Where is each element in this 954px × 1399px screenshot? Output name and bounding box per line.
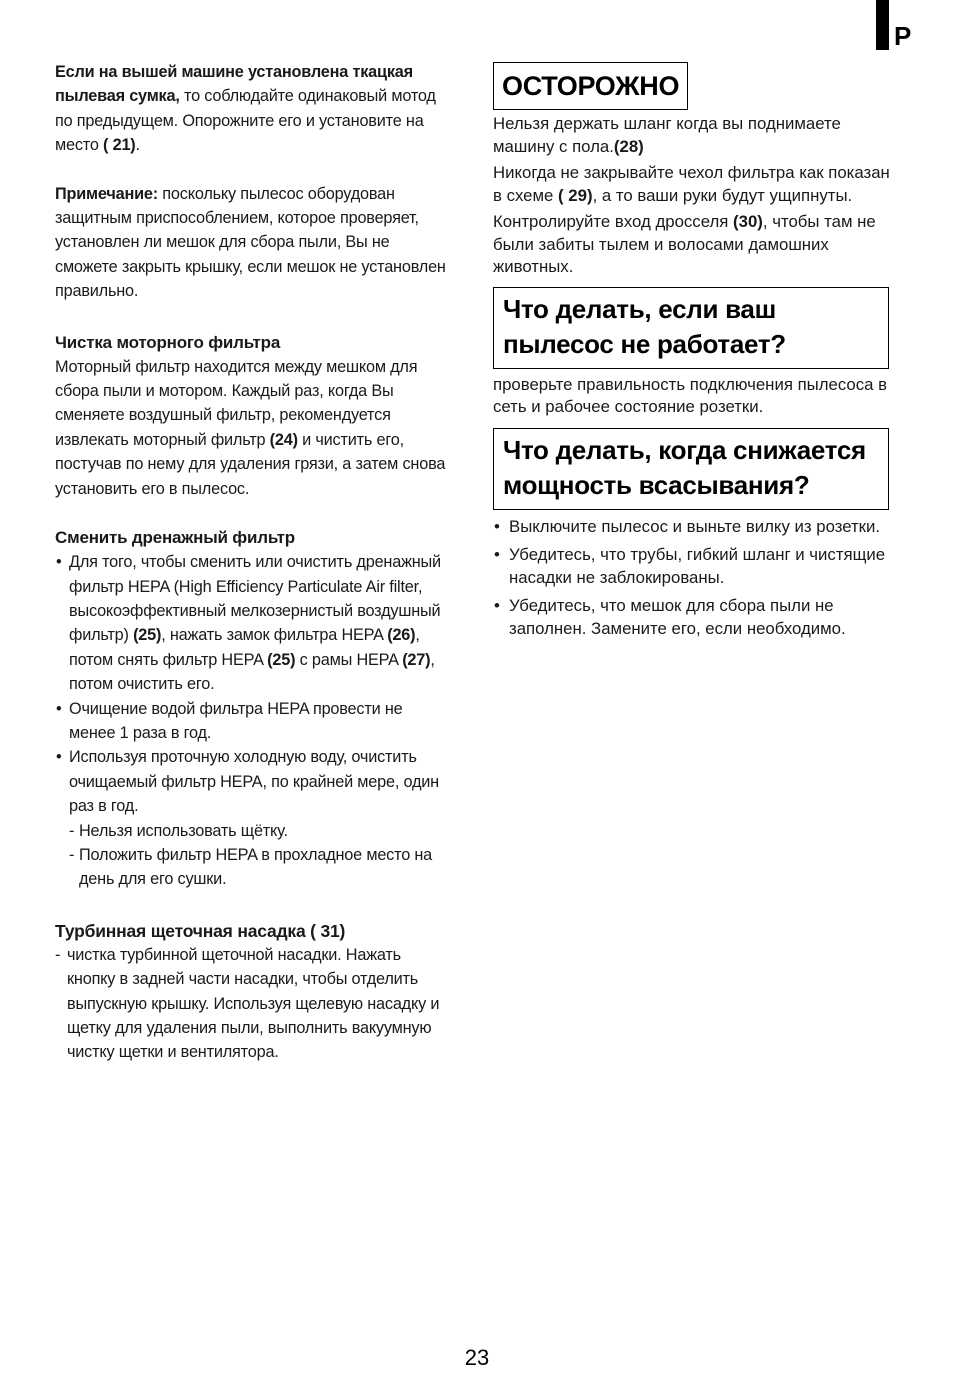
warning-cover-text-a: Никогда не закрывайте чехол фильтра как показан в схеме [493,163,890,205]
bullet-icon: • [494,516,500,536]
bullet-icon: • [56,553,62,572]
bullet-icon: • [56,699,62,718]
drain-item2-text: Очищение водой фильтра HEPA провести не менее 1 раза в год. [69,699,403,742]
language-tab-letter: P [894,21,912,51]
drain-filter-title: Сменить дренажный фильтр [55,528,295,548]
suction-item-bag: Убедитесь, что мешок для сбора пыли не заполнен. Замените его, если необходимо. [509,596,846,638]
drain-item1-ref-25b: (25) [267,650,296,669]
dash-mark: - [69,821,75,840]
warning-paragraph-throttle [493,211,893,279]
warning-throttle-ref: (30) [733,212,763,231]
drain-item1-ref-27: (27) [402,650,431,669]
motor-filter-title: Чистка моторного фильтра [55,332,281,352]
drain-item1-text-a: Для того, чтобы сменить или очистить дренажный фильтр HEPA (High Efficiency Particulate Air filter, высокоэффективный мелкозернистый воздушный фильтр) [69,553,441,645]
suction-item-blocked: Убедитесь, что трубы, гибкий шланг и чистящие насадки не заблокированы. [509,545,886,587]
list-item [493,516,893,539]
language-tab [876,0,911,50]
warning-hose-text: Нельзя держать шланг когда вы поднимаете машину с пола. [493,114,841,156]
turbo-brush-title: Турбинная щеточная насадка ( 31) [55,920,346,941]
bullet-icon: • [494,596,500,615]
motor-filter-ref: (24) [269,430,298,449]
note-paragraph [55,182,450,304]
list-item [55,697,450,746]
drain-item1-text-e: , потом очистить его. [69,650,435,694]
not-working-title: Что делать, если ваш пылесос не работает? [493,287,889,369]
drain-item1-text-c: , потом снять фильтр HEPA [69,626,420,669]
drain-filter-list [55,550,450,818]
warning-cover-ref: ( 29) [558,185,593,205]
suction-list [493,516,893,641]
left-column [55,60,450,1065]
drain-item1-ref-26: (26) [387,626,416,645]
note-text: поскольку пылесос оборудован защитным приспособлением, которое проверяет, установлен ли мешок для сбора пыли, Вы не сможете закрыть крышку, если мешок не установлен правильно. [55,184,446,301]
dash-mark: - [69,845,75,864]
dust-bag-paragraph [55,60,450,158]
right-column [493,62,893,640]
warning-cover-text-b: , а то ваши руки будут ущипнуты. [592,185,853,205]
list-item [55,550,450,696]
dust-bag-lead: Если на вышей машине установлена ткацкая пылевая сумка, [55,63,413,106]
suction-item-unplug: Выключите пылесос и выньте вилку из розетки. [509,516,881,536]
not-working-paragraph: проверьте правильность подключения пылесоса в сеть и рабочее состояние розетки. [493,374,888,416]
warning-paragraph-hose [493,113,893,158]
note-label: Примечание: [55,184,158,203]
drain-item3-text: Используя проточную холодную воду, очистить очищаемый фильтр HEPA, по крайней мере, один раз в год. [69,748,439,816]
dust-bag-text: то соблюдайте одинаковый мотод по предыдущем. Опорожните его и установите на место [55,87,436,155]
bullet-icon: • [494,545,500,564]
list-item [55,745,450,818]
drain-dash-list [55,819,450,892]
drain-item1-text-d: с рамы HEPA [295,650,403,669]
warning-paragraph-cover [493,162,893,207]
warning-throttle-text-b: , чтобы там не были забиты тылем и волосами дамошних животных. [493,212,876,276]
warning-hose-ref: (28) [613,136,644,156]
list-item [493,595,893,640]
dust-bag-end: . [135,136,140,155]
motor-filter-text-a: Моторный фильтр находится между мешком для сбора пыли и мотором. Каждый раз, когда Вы сменяете воздушный фильтр, рекомендуется извлекать моторный фильтр [55,357,418,449]
motor-filter-text-b: и чистить его, постучав по нему для удаления грязи, а затем снова установить его в пылесос. [55,430,446,498]
dash-item-text-dry: Положить фильтр HEPA в прохладное место на день для его сушки. [79,845,433,889]
list-item [493,544,893,589]
warning-throttle-text-a: Контролируйте вход дросселя [493,212,734,231]
dash-mark: - [55,945,61,964]
drain-item1-text-b: , нажать замок фильтра HEPA [161,626,388,645]
page-number: 23 [464,1345,490,1370]
dash-item [69,843,450,892]
bullet-icon: • [56,748,62,767]
dash-item-text-brush: Нельзя использовать щётку. [79,821,288,840]
dust-bag-ref: ( 21) [103,136,136,155]
turbo-brush-text: чистка турбинной щеточной насадки. Нажать кнопку в задней части насадки, чтобы отделить выпускную крышку. Используя щелевую насадку и щетку для удаления пыли, выполнить вакуумную чистку щетки и вентилятора. [67,945,440,1062]
language-tab-bar [876,0,889,50]
drain-item1-ref-25: (25) [133,626,162,645]
suction-title: Что делать, когда снижается мощность всасывания? [493,428,889,510]
motor-filter-paragraph [55,355,450,501]
turbo-brush-paragraph [55,943,450,1065]
dash-item [69,819,450,843]
warning-title: ОСТОРОЖНО [493,62,688,110]
